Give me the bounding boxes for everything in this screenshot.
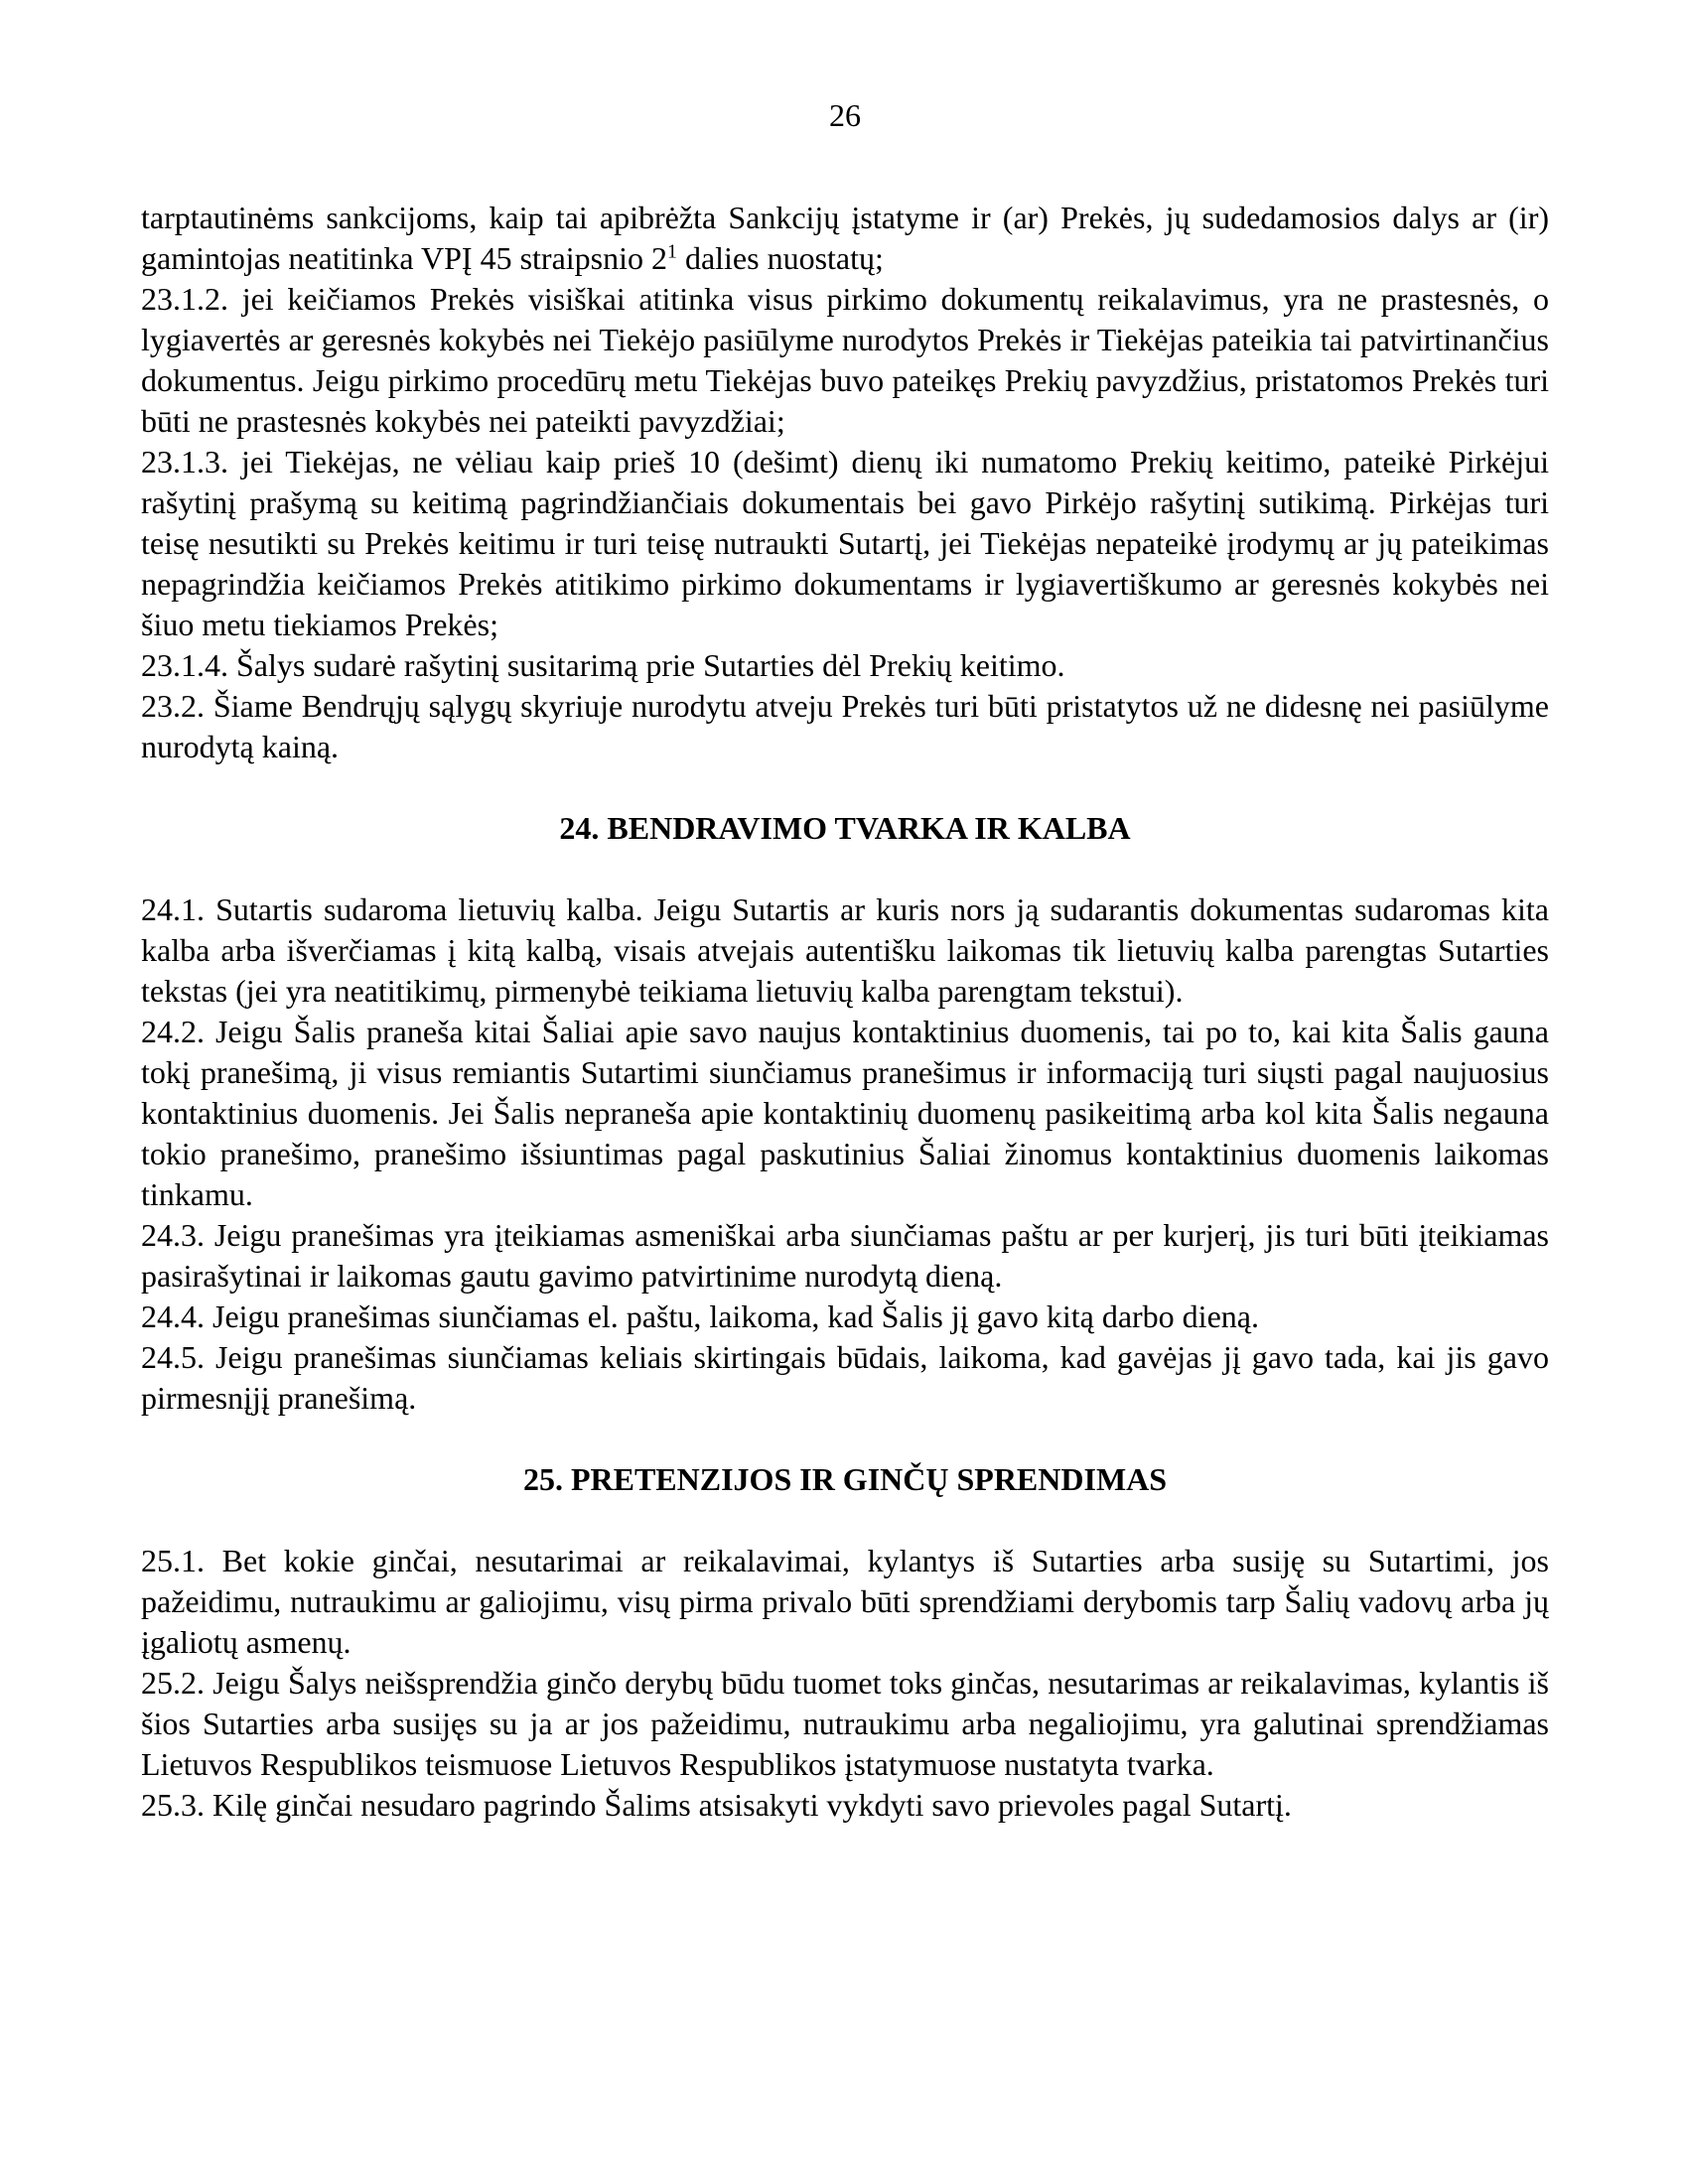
- clause-23-1-4: 23.1.4. Šalys sudarė rašytinį susitarimą prie Sutarties dėl Prekių keitimo.: [141, 647, 1065, 683]
- superscript-1: 1: [667, 240, 677, 263]
- clause-25-2: 25.2. Jeigu Šalys neišsprendžia ginčo derybų būdu tuomet toks ginčas, nesutarimas ar reikalavimas, kylantis iš šios Sutarties arba susijęs su ja ar jos pažeidimu, nutraukimu arba negaliojimu, yra galutinai sprendžiamas Lietuvos Respublikos teismuose Lietuvos Respublikos įstatymuose nustatyta tvarka.: [141, 1665, 1549, 1782]
- clause-25-3: 25.3. Kilę ginčai nesudaro pagrindo Šalims atsisakyti vykdyti savo prievoles pagal Sutartį.: [141, 1787, 1292, 1823]
- clause-23-2: 23.2. Šiame Bendrųjų sąlygų skyriuje nurodytu atveju Prekės turi būti pristatytos už ne didesnę nei pasiūlyme nurodytą kainą.: [141, 688, 1549, 764]
- document-body: [141, 198, 1549, 1826]
- clause-24-1: 24.1. Sutartis sudaroma lietuvių kalba. Jeigu Sutartis ar kuris nors ją sudarantis dokumentas sudaromas kita kalba arba išverčiamas į kitą kalbą, visais atvejais autentišku laikomas tik lietuvių kalba parengtas Sutarties tekstas (jei yra neatitikimų, pirmenybė teikiama lietuvių kalba parengtam tekstui).: [141, 891, 1549, 1009]
- clause-23-1-1-continuation: [141, 198, 1549, 279]
- section-heading-24: 24. BENDRAVIMO TVARKA IR KALBA: [559, 810, 1131, 846]
- clause-text: tarptautinėms sankcijoms, kaip tai apibrėžta Sankcijų įstatyme ir (ar) Prekės, jų sudedamosios dalys ar (ir) gamintojas neatitinka VPĮ 45 straipsnio 2: [141, 200, 1549, 276]
- clause-24-4: 24.4. Jeigu pranešimas siunčiamas el. paštu, laikoma, kad Šalis jį gavo kitą darbo dieną.: [141, 1298, 1259, 1334]
- clause-24-5: 24.5. Jeigu pranešimas siunčiamas keliais skirtingais būdais, laikoma, kad gavėjas jį gavo tada, kai jis gavo pirmesnįjį pranešimą.: [141, 1339, 1549, 1416]
- clause-24-2: 24.2. Jeigu Šalis praneša kitai Šaliai apie savo naujus kontaktinius duomenis, tai po to, kai kita Šalis gauna tokį pranešimą, ji visus remiantis Sutartimi siunčiamus pranešimus ir informaciją turi siųsti pagal naujuosius kontaktinius duomenis. Jei Šalis nepraneša apie kontaktinių duomenų pasikeitimą arba kol kita Šalis negauna tokio pranešimo, pranešimo išsiuntimas pagal paskutinius Šaliai žinomus kontaktinius duomenis laikomas tinkamu.: [141, 1014, 1549, 1212]
- section-heading-25: 25. PRETENZIJOS IR GINČŲ SPRENDIMAS: [522, 1461, 1168, 1497]
- clause-23-1-3: 23.1.3. jei Tiekėjas, ne vėliau kaip prieš 10 (dešimt) dienų iki numatomo Prekių keitimo, pateikė Pirkėjui rašytinį prašymą su keitimą pagrindžiančiais dokumentais bei gavo Pirkėjo rašytinį sutikimą. Pirkėjas turi teisę nesutikti su Prekės keitimu ir turi teisę nutraukti Sutartį, jei Tiekėjas nepateikė įrodymų ar jų pateikimas nepagrindžia keičiamos Prekės atitikimo pirkimo dokumentams ir lygiavertiškumo ar geresnės kokybės nei šiuo metu tiekiamos Prekės;: [141, 444, 1549, 642]
- clause-24-3: 24.3. Jeigu pranešimas yra įteikiamas asmeniškai arba siunčiamas paštu ar per kurjerį, jis turi būti įteikiamas pasirašytinai ir laikomas gautu gavimo patvirtinime nurodytą dieną.: [141, 1217, 1549, 1294]
- page-number: 26: [829, 97, 861, 133]
- clause-text: dalies nuostatų;: [676, 240, 884, 276]
- clause-23-1-2: 23.1.2. jei keičiamos Prekės visiškai atitinka visus pirkimo dokumentų reikalavimus, yra ne prastesnės, o lygiavertės ar geresnės kokybės nei Tiekėjo pasiūlyme nurodytos Prekės ir Tiekėjas pateikia tai patvirtinančius dokumentus. Jeigu pirkimo procedūrų metu Tiekėjas buvo pateikęs Prekių pavyzdžius, pristatomos Prekės turi būti ne prastesnės kokybės nei pateikti pavyzdžiai;: [141, 281, 1549, 439]
- clause-25-1: 25.1. Bet kokie ginčai, nesutarimai ar reikalavimai, kylantys iš Sutarties arba susiję su Sutartimi, jos pažeidimu, nutraukimu ar galiojimu, visų pirma privalo būti sprendžiami derybomis tarp Šalių vadovų arba jų įgaliotų asmenų.: [141, 1543, 1549, 1660]
